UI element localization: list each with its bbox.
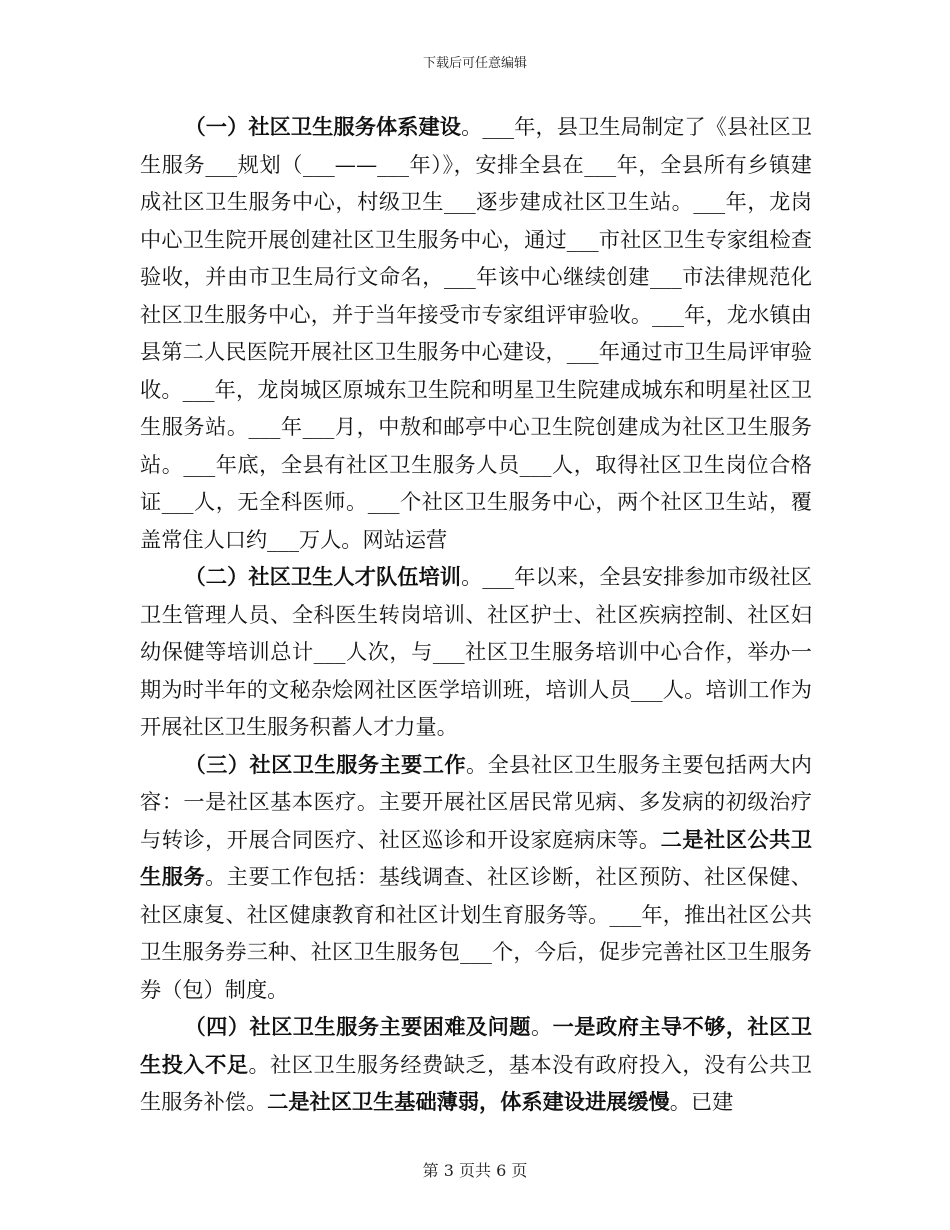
bold-heading-text: （一）社区卫生服务体系建设: [184, 114, 462, 139]
paragraph: [140, 746, 812, 1009]
bold-heading-text: 二是社区卫生基础薄弱，体系建设进展缓慢: [267, 1089, 670, 1114]
bold-heading-text: （二）社区卫生人才队伍培训: [184, 564, 462, 589]
bold-heading-text: 一是政府主导不够，社区卫生投入不足: [140, 1014, 812, 1077]
body-text: 。主要工作包括：基线调查、社区诊断，社区预防、社区保健、社区康复、社区健康教育和社区计划生育服务等。___年，推出社区公共卫生服务券三种、社区卫生服务包___个，今后，促步完善社区卫生服务券（包）制度。: [140, 864, 812, 1002]
document-body: [140, 108, 812, 1121]
page-header: 下载后可任意编辑: [422, 56, 527, 71]
body-text: 。___年，县卫生局制定了《县社区卫生服务___规划（___——___年）》，安排全县在___年，全县所有乡镇建成社区卫生服务中心，村级卫生___逐步建成社区卫生站。___年，龙岗中心卫生院开展创建社区卫生服务中心，通过___市社区卫生专家组检查验收，并由市卫生局行文命名，___年该中心继续创建___市法律规范化社区卫生服务中心，并于当年接受市专家组评审验收。___年，龙水镇由县第二人民医院开展社区卫生服务中心建设，___年通过市卫生局评审验收。___年，龙岗城区原城东卫生院和明星卫生院建成城东和明星社区卫生服务站。___年___月，中敖和邮亭中心卫生院创建成为社区卫生服务站。___年底，全县有社区卫生服务人员___人，取得社区卫生岗位合格证___人，无全科医师。___个社区卫生服务中心，两个社区卫生站，覆盖常住人口约___万人。网站运营: [140, 114, 812, 552]
paragraph: [140, 1008, 812, 1121]
page-footer: 第 3 页共 6 页: [422, 1161, 528, 1180]
body-text: 。: [530, 1014, 553, 1039]
bold-heading-text: （四）社区卫生服务主要困难及问题: [184, 1014, 531, 1039]
body-text: 。___年以来，全县安排参加市级社区卫生管理人员、全科医生转岗培训、社区护士、社区疾病控制、社区妇幼保健等培训总计___人次，与___社区卫生服务培训中心合作，举办一期为时半年的文秘杂烩网社区医学培训班，培训人员___人。培训工作为开展社区卫生服务积蓄人才力量。: [140, 564, 812, 739]
bold-heading-text: 二是社区公共卫生服务: [140, 826, 812, 889]
body-text: 。全县社区卫生服务主要包括两大内容：一是社区基本医疗。主要开展社区居民常见病、多发病的初级治疗与转诊，开展合同医疗、社区巡诊和开设家庭病床等。: [140, 751, 812, 852]
body-text: 。社区卫生服务经费缺乏，基本没有政府投入，没有公共卫生服务补偿。: [140, 1051, 812, 1114]
body-text: 。已建: [669, 1089, 734, 1114]
paragraph: [140, 558, 812, 746]
bold-heading-text: （三）社区卫生服务主要工作: [184, 751, 466, 777]
paragraph: [140, 108, 812, 558]
